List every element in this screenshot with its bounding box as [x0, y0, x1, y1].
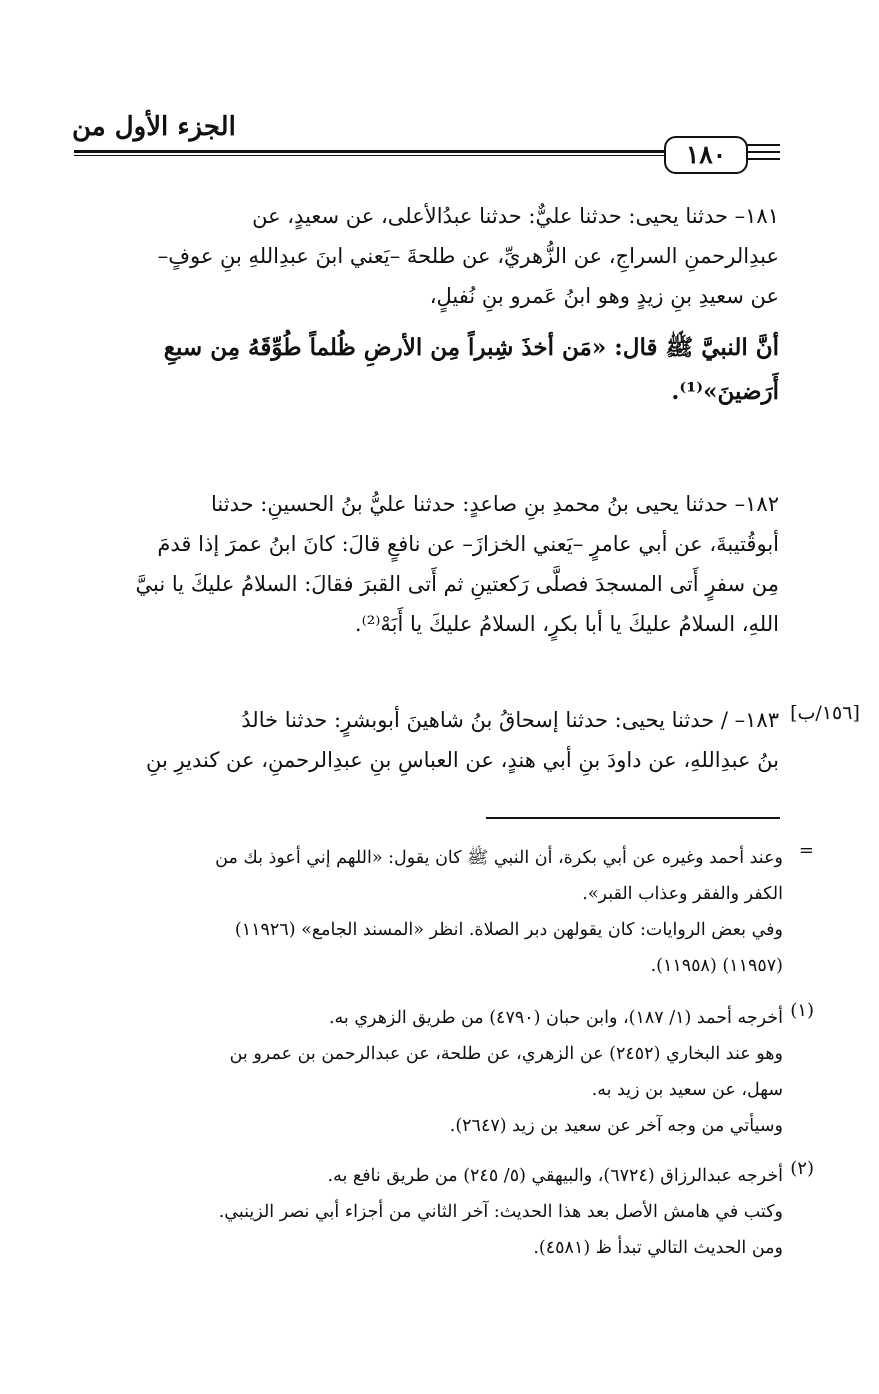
footnote-line: وسيأتي من وجه آخر عن سعيد بن زيد (٢٦٤٧). [449, 1116, 783, 1136]
text-line: عبدِالرحمنِ السراجِ، عن الزُّهريِّ، عن طلحةَ –يَعني ابنَ عبدِاللهِ بنِ عوفٍ– [157, 244, 779, 268]
footnote-line: (١١٩٥٧) (١١٩٥٨). [650, 956, 783, 976]
footnote-line: وكتب في هامش الأصل بعد هذا الحديث: آخر الثاني من أجزاء أبي نصر الزينبي. [218, 1202, 783, 1222]
text-line: عن سعيدِ بنِ زيدٍ وهو ابنُ عَمرو بنِ نُفيلٍ، [429, 284, 779, 308]
running-header-title: الجزء الأول من [72, 112, 236, 142]
footnote-line: وعند أحمد وغيره عن أبي بكرة، أن النبي ﷺ كان يقول: «اللهم إني أعوذ بك من [215, 848, 783, 868]
footnote-line: أخرجه عبدالرزاق (٦٧٢٤)، والبيهقي (٥/ ٢٤٥) من طريق نافع به. [327, 1166, 783, 1186]
text-line: بنُ عبدِاللهِ، عن داودَ بنِ أبي هندٍ، عن العباسِ بنِ عبدِالرحمنِ، عن كنديرِ بنِ [146, 748, 779, 772]
text-line: ١٨١– حدثنا يحيى: حدثنا عليٌّ: حدثنا عبدُالأعلى، عن سعيدٍ، عن [252, 204, 779, 228]
footnote-continuation-marker: = [798, 840, 814, 861]
hadith-text-line: أنَّ النبيَّ ﷺ قال: «مَن أخذَ شِبراً مِن الأرضِ ظُلماً طُوِّقَهُ مِن سبعِ [163, 334, 779, 361]
text-line: ١٨٣– / حدثنا يحيى: حدثنا إسحاقُ بنُ شاهينَ أبوبشرٍ: حدثنا خالدُ [241, 708, 779, 732]
manuscript-folio-note: [١٥٦/ب] [790, 702, 860, 724]
footnote-2 [78, 1158, 783, 1266]
hadith-182 [79, 484, 779, 644]
footnote-separator [486, 817, 780, 819]
hadith-183 [79, 700, 779, 780]
text-line: أبوقُتيبةَ، عن أبي عامرٍ –يَعني الخزازَ– عن نافعٍ قالَ: كانَ ابنُ عمرَ إذا قدمَ [157, 532, 779, 556]
text-line: اللهِ، السلامُ عليكَ يا أبا بكرٍ، السلامُ عليكَ يا أَبَهْ⁽²⁾. [354, 612, 779, 636]
footnote-line: وهو عند البخاري (٢٤٥٢) عن الزهري، عن طلحة، عن عبدالرحمن بن عمرو بن [229, 1044, 783, 1064]
footnote-line: سهل، عن سعيد بن زيد به. [591, 1080, 783, 1100]
page-number: ١٨٠ [664, 136, 748, 174]
footnote-2-marker: (٢) [790, 1158, 814, 1179]
text-line: ١٨٢– حدثنا يحيى بنُ محمدِ بنِ صاعدٍ: حدثنا عليُّ بنُ الحسينِ: حدثنا [211, 492, 779, 516]
text-line: مِن سفرٍ أَتى المسجدَ فصلَّى رَكعتينِ ثم أَتى القبرَ فقالَ: السلامُ عليكَ يا نبيَّ [135, 572, 779, 596]
footnote-1-marker: (١) [790, 1000, 814, 1021]
footnote-continuation [78, 840, 783, 984]
page-number-ornament [744, 142, 780, 164]
footnote-1 [78, 1000, 783, 1144]
footnote-line: الكفر والفقر وعذاب القبر». [582, 884, 783, 904]
hadith-181 [79, 196, 779, 414]
footnote-line: ومن الحديث التالي تبدأ ظ (٤٥٨١). [533, 1238, 783, 1258]
footnote-line: أخرجه أحمد (١/ ١٨٧)، وابن حبان (٤٧٩٠) من طريق الزهري به. [328, 1008, 783, 1028]
footnote-line: وفي بعض الروايات: كان يقولهن دبر الصلاة. انظر «المسند الجامع» (١١٩٢٦) [234, 920, 783, 940]
hadith-text-line: أَرَضينَ»⁽¹⁾. [671, 378, 779, 405]
